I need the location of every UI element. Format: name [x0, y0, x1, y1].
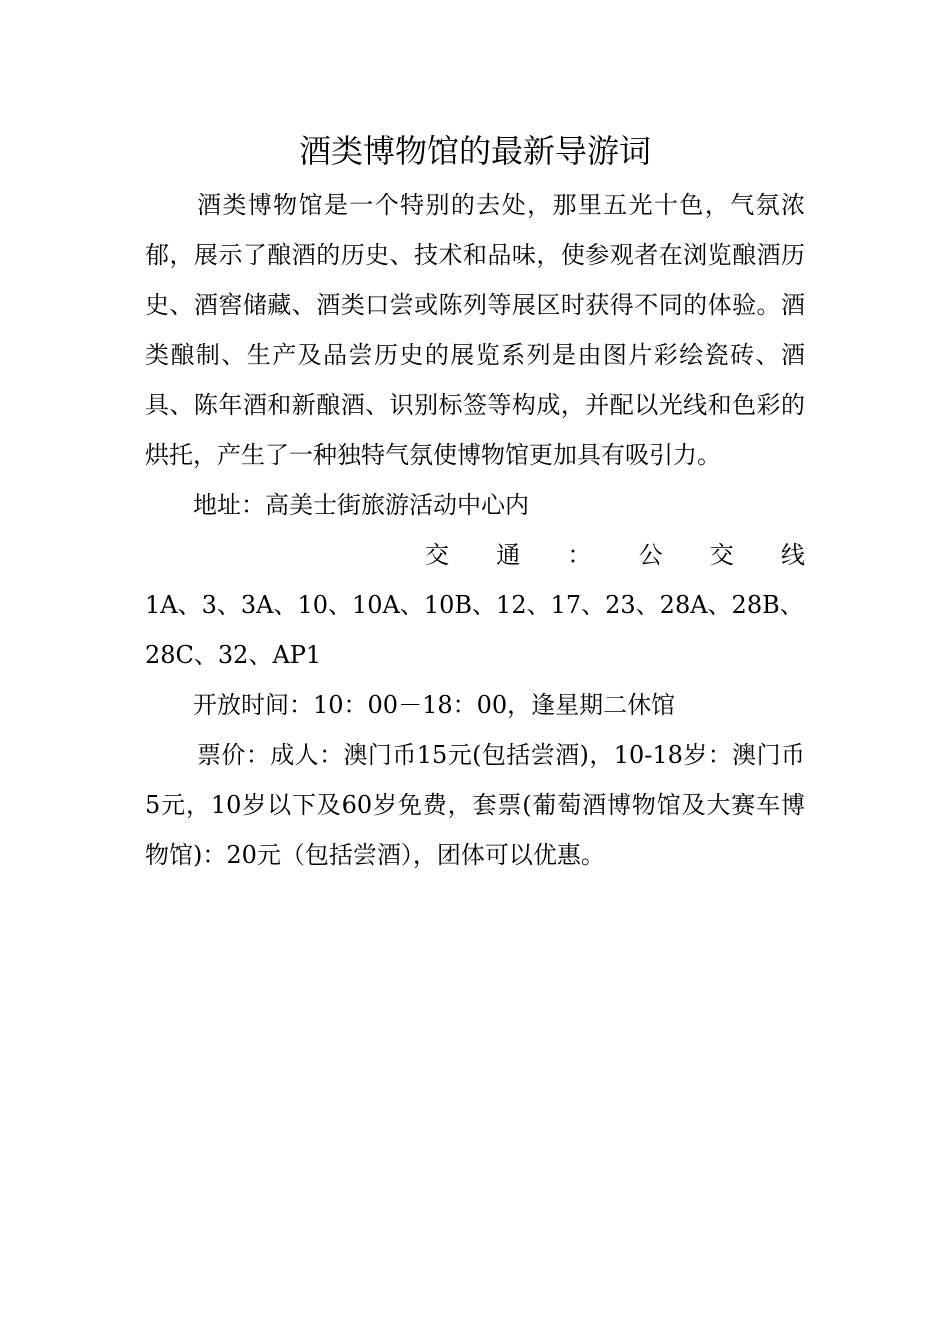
document-body — [145, 128, 805, 880]
traffic-label-char: 线 — [780, 541, 805, 569]
traffic-routes: 1A、3、3A、10、10A、10B、12、17、23、28A、28B、28C、32、AP1 — [145, 591, 804, 669]
traffic-label — [145, 530, 805, 580]
traffic-label-char: 通 — [496, 541, 521, 569]
opening-hours: 开放时间：10：00－18：00，逢星期二休馆 — [193, 691, 676, 719]
address-line: 地址：高美士街旅游活动中心内 — [193, 491, 529, 519]
traffic-label-char: ： — [567, 541, 592, 569]
ticket-prices: 票价：成人：澳门币15元(包括尝酒)，10-18岁：澳门币5元，10岁以下及60岁免费，套票(葡萄酒博物馆及大赛车博物馆)：20元（包括尝酒），团体可以优惠。 — [145, 741, 805, 869]
document-title: 酒类博物馆的最新导游词 — [298, 132, 651, 170]
intro-paragraph: 酒类博物馆是一个特别的去处，那里五光十色，气氛浓郁，展示了酿酒的历史、技术和品味，使参观者在浏览酿酒历史、酒窖储藏、酒类口尝或陈列等展区时获得不同的体验。酒类酿制、生产及品尝历史的展览系列是由图片彩绘瓷砖、酒具、陈年酒和新酿酒、识别标签等构成，并配以光线和色彩的烘托，产生了一种独特气氛使博物馆更加具有吸引力。 — [145, 191, 805, 469]
traffic-label-char: 交 — [709, 541, 734, 569]
traffic-label-char: 交 — [425, 541, 449, 569]
traffic-label-char: 公 — [638, 541, 663, 569]
